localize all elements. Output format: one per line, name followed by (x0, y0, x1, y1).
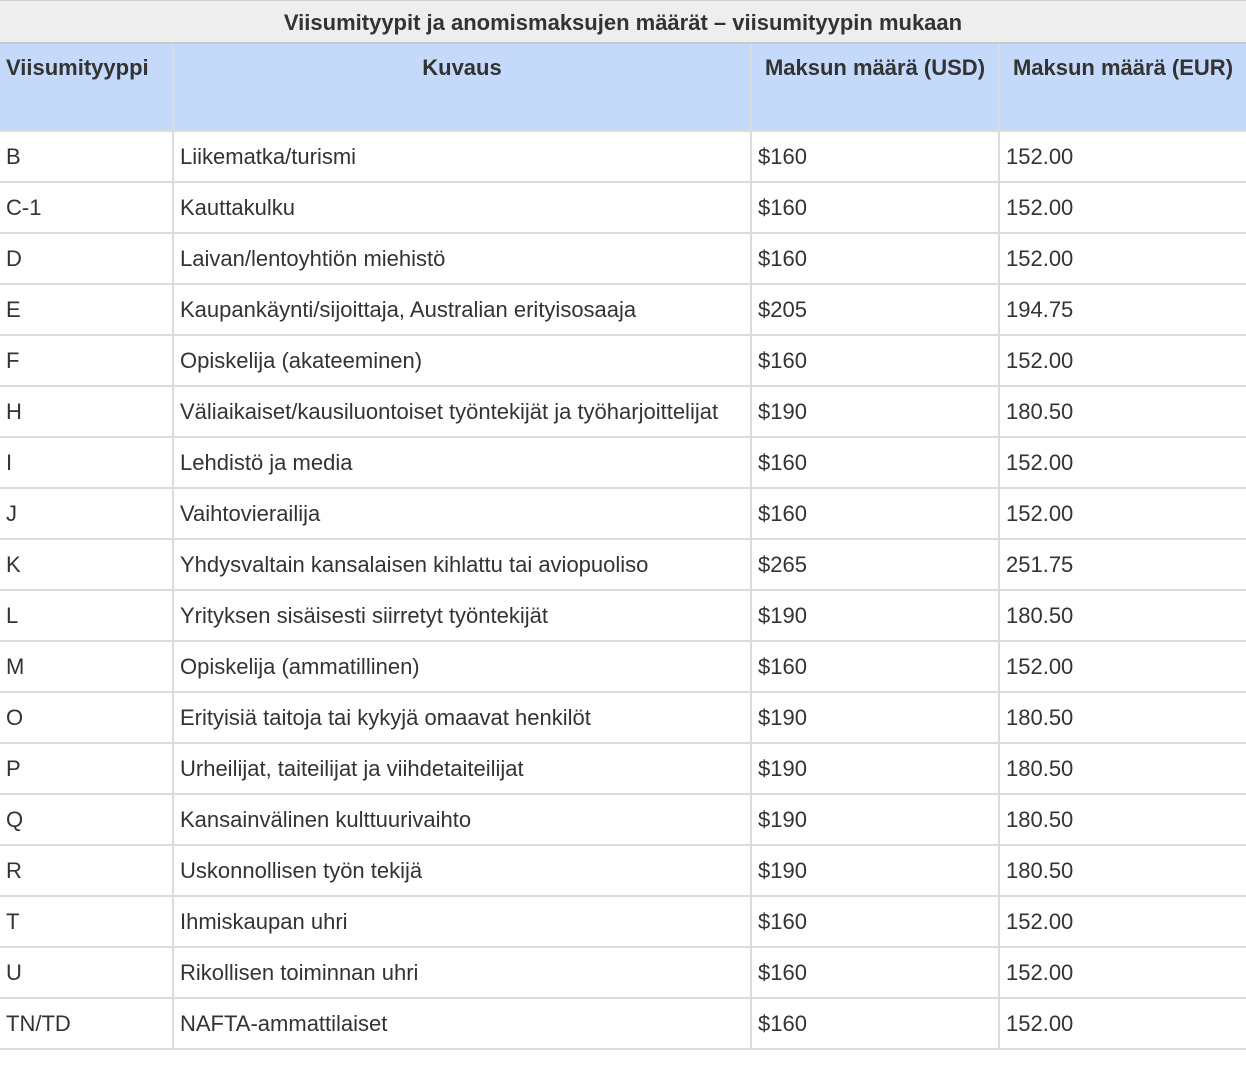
table-row (0, 896, 1246, 947)
table-row (0, 539, 1246, 590)
cell-fee-eur: 152.00 (999, 488, 1246, 539)
cell-fee-usd: $265 (751, 539, 999, 590)
cell-fee-eur: 152.00 (999, 437, 1246, 488)
cell-fee-eur: 152.00 (999, 182, 1246, 233)
cell-visa-type: L (0, 590, 173, 641)
cell-fee-eur: 180.50 (999, 590, 1246, 641)
cell-description: Kansainvälinen kulttuurivaihto (173, 794, 751, 845)
cell-fee-usd: $160 (751, 233, 999, 284)
cell-fee-eur: 251.75 (999, 539, 1246, 590)
cell-fee-usd: $190 (751, 692, 999, 743)
table-row (0, 335, 1246, 386)
cell-fee-eur: 152.00 (999, 947, 1246, 998)
cell-description: Laivan/lentoyhtiön miehistö (173, 233, 751, 284)
cell-description: Väliaikaiset/kausiluontoiset työntekijät ja työharjoittelijat (173, 386, 751, 437)
cell-fee-eur: 152.00 (999, 131, 1246, 182)
cell-visa-type: O (0, 692, 173, 743)
cell-fee-usd: $160 (751, 335, 999, 386)
cell-visa-type: P (0, 743, 173, 794)
cell-description: Ihmiskaupan uhri (173, 896, 751, 947)
cell-fee-eur: 180.50 (999, 386, 1246, 437)
cell-fee-usd: $190 (751, 743, 999, 794)
table-row (0, 590, 1246, 641)
cell-visa-type: U (0, 947, 173, 998)
cell-visa-type: K (0, 539, 173, 590)
header-row (0, 44, 1246, 131)
cell-description: Erityisiä taitoja tai kykyjä omaavat henkilöt (173, 692, 751, 743)
cell-description: Kaupankäynti/sijoittaja, Australian erityisosaaja (173, 284, 751, 335)
table-row (0, 437, 1246, 488)
cell-description: Yhdysvaltain kansalaisen kihlattu tai aviopuoliso (173, 539, 751, 590)
table-row (0, 947, 1246, 998)
cell-description: Opiskelija (akateeminen) (173, 335, 751, 386)
table-row (0, 845, 1246, 896)
table-row (0, 488, 1246, 539)
cell-description: Urheilijat, taiteilijat ja viihdetaiteilijat (173, 743, 751, 794)
cell-description: Rikollisen toiminnan uhri (173, 947, 751, 998)
cell-visa-type: H (0, 386, 173, 437)
cell-description: Yrityksen sisäisesti siirretyt työntekijät (173, 590, 751, 641)
table-row (0, 794, 1246, 845)
cell-fee-usd: $190 (751, 590, 999, 641)
table-caption: Viisumityypit ja anomismaksujen määrät – viisumityypin mukaan (0, 0, 1246, 44)
table-row (0, 131, 1246, 182)
cell-fee-usd: $160 (751, 182, 999, 233)
table-row (0, 233, 1246, 284)
cell-description: Uskonnollisen työn tekijä (173, 845, 751, 896)
cell-fee-eur: 152.00 (999, 233, 1246, 284)
cell-visa-type: F (0, 335, 173, 386)
cell-fee-eur: 180.50 (999, 743, 1246, 794)
cell-visa-type: TN/TD (0, 998, 173, 1049)
header-description: Kuvaus (173, 44, 751, 131)
cell-fee-eur: 152.00 (999, 335, 1246, 386)
cell-fee-usd: $160 (751, 488, 999, 539)
table-body (0, 131, 1246, 1049)
table-row (0, 998, 1246, 1049)
cell-description: Lehdistö ja media (173, 437, 751, 488)
cell-visa-type: E (0, 284, 173, 335)
cell-fee-usd: $160 (751, 131, 999, 182)
cell-fee-usd: $160 (751, 437, 999, 488)
cell-description: NAFTA-ammattilaiset (173, 998, 751, 1049)
cell-visa-type: J (0, 488, 173, 539)
cell-fee-eur: 180.50 (999, 794, 1246, 845)
table-row (0, 284, 1246, 335)
cell-fee-usd: $205 (751, 284, 999, 335)
cell-fee-usd: $190 (751, 794, 999, 845)
header-visa-type: Viisumityyppi (0, 44, 173, 131)
cell-visa-type: R (0, 845, 173, 896)
cell-visa-type: I (0, 437, 173, 488)
cell-fee-eur: 194.75 (999, 284, 1246, 335)
cell-fee-eur: 152.00 (999, 998, 1246, 1049)
cell-visa-type: M (0, 641, 173, 692)
cell-visa-type: D (0, 233, 173, 284)
table-row (0, 182, 1246, 233)
header-fee-eur: Maksun määrä (EUR) (999, 44, 1246, 131)
cell-fee-usd: $160 (751, 947, 999, 998)
table-row (0, 743, 1246, 794)
cell-fee-eur: 152.00 (999, 641, 1246, 692)
cell-fee-usd: $160 (751, 998, 999, 1049)
cell-description: Opiskelija (ammatillinen) (173, 641, 751, 692)
cell-fee-usd: $160 (751, 641, 999, 692)
cell-fee-eur: 180.50 (999, 692, 1246, 743)
table-row (0, 692, 1246, 743)
cell-visa-type: Q (0, 794, 173, 845)
header-fee-usd: Maksun määrä (USD) (751, 44, 999, 131)
cell-visa-type: C-1 (0, 182, 173, 233)
cell-fee-usd: $160 (751, 896, 999, 947)
cell-description: Liikematka/turismi (173, 131, 751, 182)
cell-description: Vaihtovierailija (173, 488, 751, 539)
cell-visa-type: T (0, 896, 173, 947)
cell-description: Kauttakulku (173, 182, 751, 233)
cell-fee-usd: $190 (751, 386, 999, 437)
cell-fee-eur: 180.50 (999, 845, 1246, 896)
table-row (0, 386, 1246, 437)
cell-fee-usd: $190 (751, 845, 999, 896)
cell-visa-type: B (0, 131, 173, 182)
cell-fee-eur: 152.00 (999, 896, 1246, 947)
table-row (0, 641, 1246, 692)
